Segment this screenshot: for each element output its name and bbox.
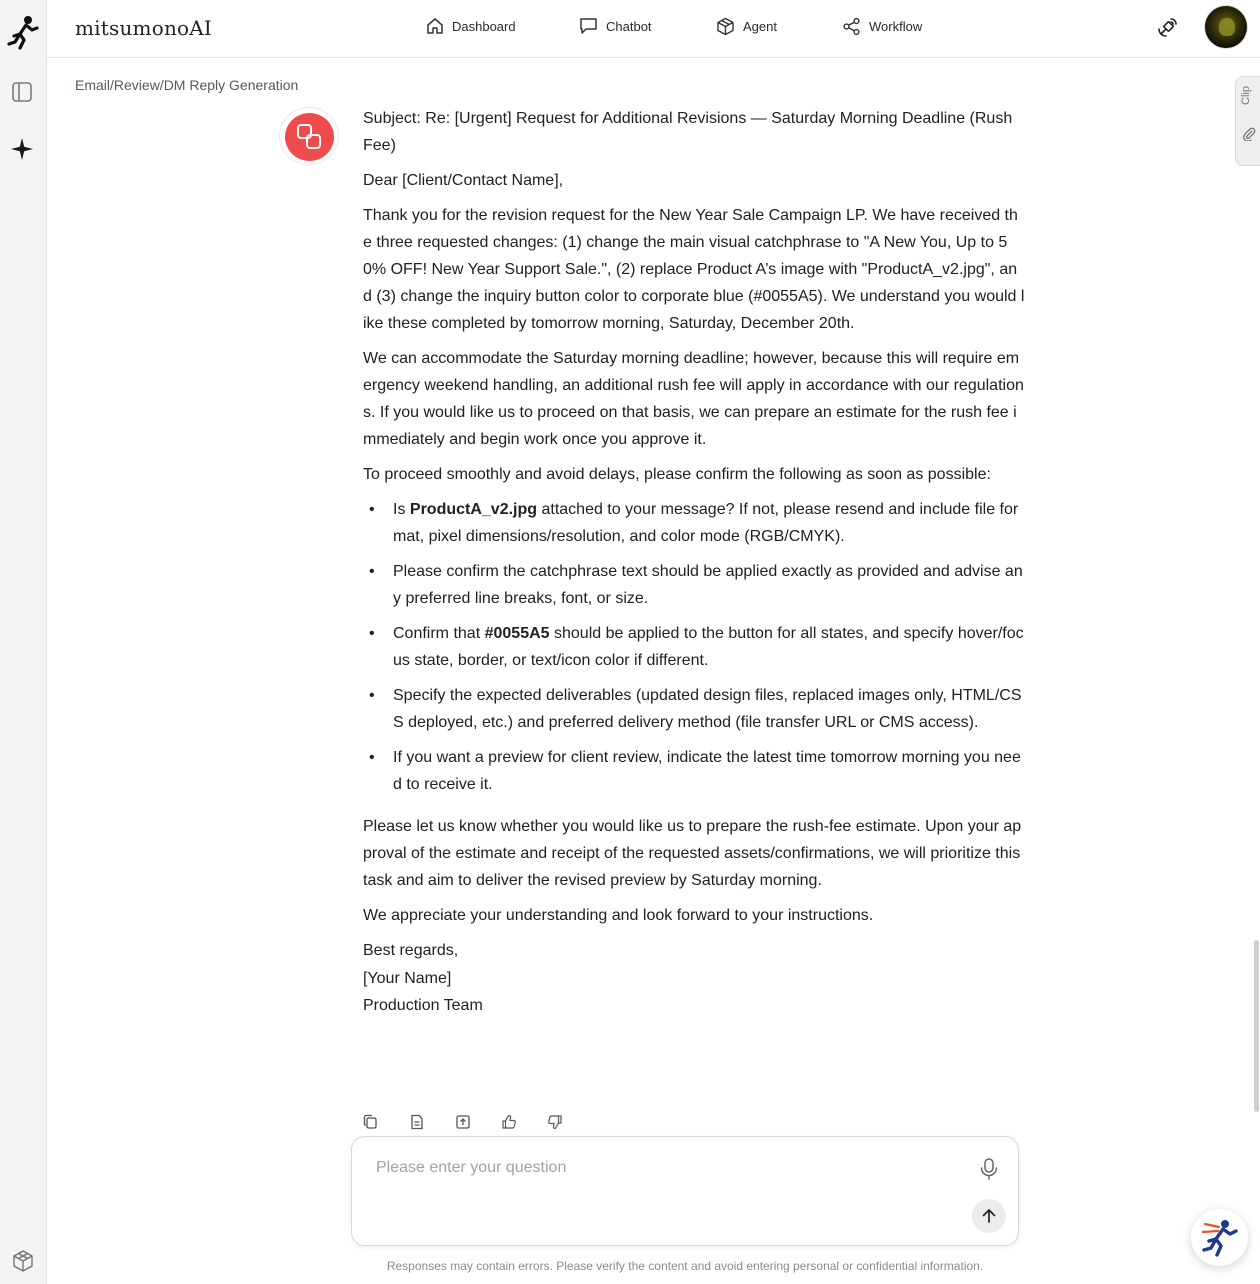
arrow-up-icon [980,1207,998,1225]
email-signature [363,937,1025,1020]
sparkle-icon[interactable] [10,137,34,161]
document-icon[interactable] [409,1114,425,1130]
clip-tab[interactable] [1235,76,1260,166]
satellite-icon[interactable] [1155,16,1179,40]
confirmation-list [363,496,1025,798]
list-item-text: Confirm that [393,625,485,642]
runner-mascot-icon [1201,1218,1239,1258]
copy-icon[interactable] [363,1114,379,1130]
nav-workflow[interactable] [842,17,922,36]
list-item: • Specify the expected deliverables (updated design files, replaced images only, HTML/CSS deployed, etc.) and preferred delivery method (file transfer URL or CMS access). [363,682,1025,736]
box-icon [716,17,735,36]
list-item [363,496,1025,550]
share-nodes-icon [842,17,861,36]
nav-dashboard-label: Dashboard [452,18,516,34]
message-actions [363,1114,593,1130]
nav-agent[interactable] [716,17,777,36]
top-header [47,0,1260,58]
list-item [363,620,1025,674]
email-paragraph: To proceed smoothly and avoid delays, please confirm the following as soon as possible: [363,466,991,483]
list-item-text: should be applied to the button for all states, and specify hover/focus state, border, or text/icon color if different. [393,625,1024,669]
signature-line: Best regards, [363,942,459,959]
email-paragraph: Thank you for the revision request for the New Year Sale Campaign LP. We have received the three requested changes: (1) change the main visual catchphrase to "A New You, Up to 50% OFF! New Year Support Sale.", (2) replace Product A’s image with "ProductA_v2.jpg", and (3) change the inquiry button color to corporate blue (#0055A5). We understand you would like these completed by tomorrow morning, Saturday, December 20th. [363,207,1025,332]
brand-name[interactable]: mitsumonoAI [75,16,213,40]
nav-workflow-label: Workflow [869,19,923,34]
export-icon[interactable] [455,1114,471,1130]
nav-agent-label: Agent [743,19,777,34]
send-button[interactable] [972,1199,1006,1233]
list-item-text: Is [393,501,410,518]
email-greeting: Dear [Client/Contact Name], [363,172,564,189]
email-subject: Subject: Re: [Urgent] Request for Additional Revisions — Saturday Morning Deadline (Rush Fee) [363,110,1013,154]
question-input[interactable] [376,1159,936,1177]
breadcrumb: Email/Review/DM Reply Generation [75,77,299,93]
thumbs-down-icon[interactable] [547,1114,563,1130]
list-item-bold: #0055A5 [484,625,550,642]
thumbs-up-icon[interactable] [501,1114,517,1130]
email-paragraph: We can accommodate the Saturday morning deadline; however, because this will require emergency weekend handling, an additional rush fee will apply in accordance with our regulations. If you would like us to proceed on that basis, we can prepare an estimate for the rush fee immediately and begin work once you approve it. [363,350,1024,448]
list-item: • Please confirm the catchphrase text should be applied exactly as provided and advise any preferred line breaks, font, or size. [363,558,1025,612]
email-paragraph: We appreciate your understanding and look forward to your instructions. [363,907,874,924]
nav-dashboard[interactable] [426,17,516,35]
runner-logo-icon[interactable] [6,14,40,50]
microphone-icon[interactable] [978,1157,1000,1181]
sidebar [0,0,47,1284]
list-item-bold: ProductA_v2.jpg [409,501,538,518]
paperclip-icon [1242,127,1256,141]
user-avatar[interactable] [1204,5,1248,49]
bot-avatar [279,107,339,165]
signature-line: Production Team [363,997,483,1014]
email-paragraph: Please let us know whether you would like us to prepare the rush-fee estimate. Upon your approval of the estimate and receipt of the requested assets/confirmations, we will prioritize this task and aim to deliver the revised preview by Saturday morning. [363,818,1022,889]
assistant-message [363,105,1025,1020]
signature-line: [Your Name] [363,969,452,987]
panel-toggle-icon[interactable] [11,81,33,103]
list-item: • If you want a preview for client review, indicate the latest time tomorrow morning you need to receive it. [363,744,1025,798]
chat-input-box [351,1136,1019,1246]
chat-bubble-icon [579,17,598,35]
bot-avatar-badge [285,113,334,161]
nav-chatbot[interactable] [579,17,652,35]
home-icon [426,17,444,35]
linked-squares-icon [285,113,334,161]
clip-tab-label: Clip [1240,86,1252,105]
nav-chatbot-label: Chatbot [606,18,652,34]
list-item-text: attached to your message? If not, please resend and include file format, pixel dimensions/resolution, and color mode (RGB/CMYK). [393,501,1019,545]
scrollbar-thumb[interactable] [1254,940,1259,1112]
disclaimer-text: Responses may contain errors. Please verify the content and avoid entering personal or confidential information. [386,1259,984,1273]
floating-assistant-button[interactable] [1191,1209,1248,1266]
